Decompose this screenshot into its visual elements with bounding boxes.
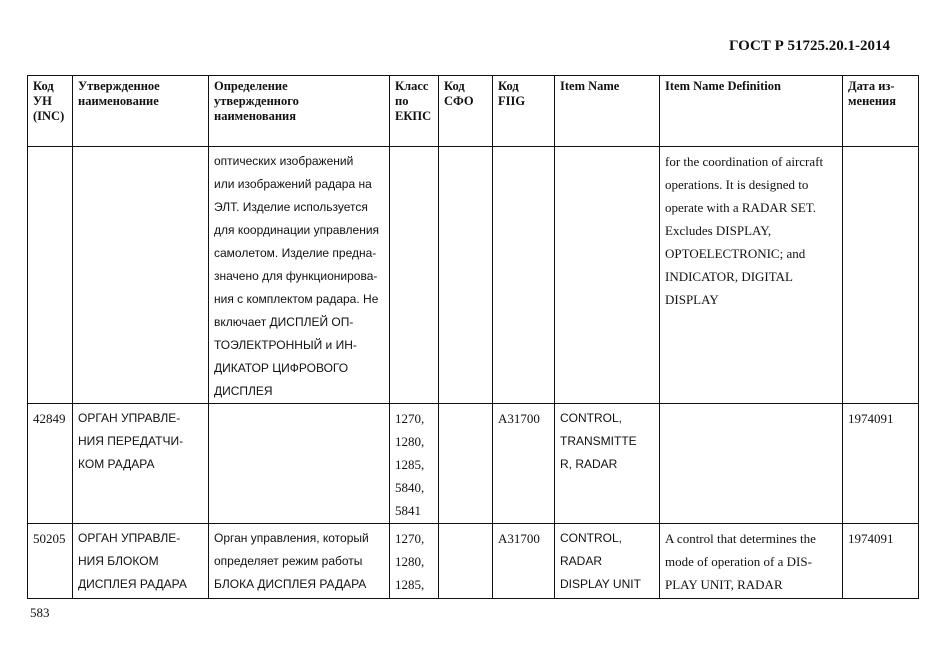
cell-line: ДИСПЛЕЯ bbox=[214, 384, 273, 398]
cell-line: 1285, bbox=[395, 577, 425, 592]
cell-line: ДИСПЛЕЯ РАДАРА bbox=[78, 577, 187, 591]
inc-cell bbox=[28, 524, 73, 599]
table-header-row bbox=[28, 76, 919, 147]
cell-line: 42849 bbox=[33, 411, 66, 426]
definition-cell bbox=[209, 524, 390, 599]
cell-line: TRANSMITTE bbox=[560, 434, 637, 448]
table-row bbox=[28, 147, 919, 404]
approved-name-cell bbox=[73, 147, 209, 404]
column-header-inc: Код УН (INC) bbox=[28, 76, 73, 147]
item-name-definition-cell bbox=[660, 147, 843, 404]
cell-line: PLAY UNIT, RADAR bbox=[665, 577, 783, 592]
inc-cell bbox=[28, 147, 73, 404]
document-code: ГОСТ Р 51725.20.1-2014 bbox=[728, 38, 890, 54]
cell-line: Орган управления, который bbox=[214, 531, 369, 545]
cell-line: mode of operation of a DIS- bbox=[665, 554, 812, 569]
cell-line: operate with a RADAR SET. bbox=[665, 200, 817, 215]
cell-line: КОМ РАДАРА bbox=[78, 457, 155, 471]
cell-line: ЭЛТ. Изделие используется bbox=[214, 200, 368, 214]
table-row bbox=[28, 524, 919, 599]
cell-line: ОРГАН УПРАВЛЕ- bbox=[78, 531, 181, 545]
column-header-change-date: Дата из-менения bbox=[843, 76, 919, 147]
change-date-cell bbox=[843, 404, 919, 524]
change-date-cell bbox=[843, 524, 919, 599]
cell-line: значено для функционирова- bbox=[214, 269, 378, 283]
cell-line: A31700 bbox=[498, 531, 540, 546]
cell-line: A control that determines the bbox=[665, 531, 816, 546]
cell-line: БЛОКА ДИСПЛЕЯ РАДАРА bbox=[214, 577, 367, 591]
item-name-definition-cell bbox=[660, 524, 843, 599]
cell-line: 1280, bbox=[395, 434, 425, 449]
sfo-cell bbox=[439, 524, 493, 599]
cell-line: R, RADAR bbox=[560, 457, 618, 471]
cell-line: ния с комплектом радара. Не bbox=[214, 292, 379, 306]
cell-line: или изображений радара на bbox=[214, 177, 372, 191]
page-number: 583 bbox=[30, 605, 50, 620]
change-date-cell bbox=[843, 147, 919, 404]
cell-line: самолетом. Изделие предна- bbox=[214, 246, 377, 260]
sfo-cell bbox=[439, 147, 493, 404]
item-name-definition-cell bbox=[660, 404, 843, 524]
cell-line: 1280, bbox=[395, 554, 425, 569]
cell-line: CONTROL, bbox=[560, 531, 623, 545]
definition-cell bbox=[209, 404, 390, 524]
fiig-cell bbox=[493, 524, 555, 599]
cell-line: 1270, bbox=[395, 411, 425, 426]
cell-line: A31700 bbox=[498, 411, 540, 426]
column-header-sfo: Код СФО bbox=[439, 76, 493, 147]
cell-line: CONTROL, bbox=[560, 411, 623, 425]
cell-line: ТОЭЛЕКТРОННЫЙ и ИН- bbox=[214, 338, 357, 352]
definition-cell bbox=[209, 147, 390, 404]
cell-line: ДИКАТОР ЦИФРОВОГО bbox=[214, 361, 349, 375]
cell-line: for the coordination of aircraft bbox=[665, 154, 824, 169]
column-header-approved-name: Утвержденное наименование bbox=[73, 76, 209, 147]
cell-line: RADAR bbox=[560, 554, 603, 568]
cell-line: OPTOELECTRONIC; and bbox=[665, 246, 806, 261]
approved-name-cell bbox=[73, 524, 209, 599]
cell-line: ОРГАН УПРАВЛЕ- bbox=[78, 411, 181, 425]
cell-line: определяет режим работы bbox=[214, 554, 363, 568]
column-header-item-name-definition: Item Name Definition bbox=[660, 76, 843, 147]
cell-line: 1974091 bbox=[848, 411, 894, 426]
cell-line: 50205 bbox=[33, 531, 66, 546]
cell-line: оптических изображений bbox=[214, 154, 354, 168]
cell-line: 5841 bbox=[395, 503, 421, 518]
cell-line: 1974091 bbox=[848, 531, 894, 546]
approved-name-cell bbox=[73, 404, 209, 524]
inc-cell bbox=[28, 404, 73, 524]
column-header-class: Класс по ЕКПС bbox=[390, 76, 439, 147]
cell-line: INDICATOR, DIGITAL bbox=[665, 269, 793, 284]
class-cell bbox=[390, 524, 439, 599]
cell-line: operations. It is designed to bbox=[665, 177, 809, 192]
column-header-fiig: Код FIIG bbox=[493, 76, 555, 147]
sfo-cell bbox=[439, 404, 493, 524]
cell-line: Excludes DISPLAY, bbox=[665, 223, 772, 238]
item-name-cell bbox=[555, 404, 660, 524]
cell-line: НИЯ ПЕРЕДАТЧИ- bbox=[78, 434, 184, 448]
item-name-cell bbox=[555, 524, 660, 599]
fiig-cell bbox=[493, 147, 555, 404]
cell-line: 1270, bbox=[395, 531, 425, 546]
cell-line: для координации управления bbox=[214, 223, 380, 237]
cell-line: 1285, bbox=[395, 457, 425, 472]
table-row bbox=[28, 404, 919, 524]
column-header-definition: Определение утвержденного наименования bbox=[209, 76, 390, 147]
cell-line: 5840, bbox=[395, 480, 425, 495]
item-name-cell bbox=[555, 147, 660, 404]
catalog-table bbox=[27, 75, 919, 599]
cell-line: DISPLAY UNIT bbox=[560, 577, 641, 591]
class-cell bbox=[390, 404, 439, 524]
fiig-cell bbox=[493, 404, 555, 524]
cell-line: DISPLAY bbox=[665, 292, 719, 307]
class-cell bbox=[390, 147, 439, 404]
cell-line: НИЯ БЛОКОМ bbox=[78, 554, 159, 568]
cell-line: включает ДИСПЛЕЙ ОП- bbox=[214, 315, 354, 329]
column-header-item-name: Item Name bbox=[555, 76, 660, 147]
